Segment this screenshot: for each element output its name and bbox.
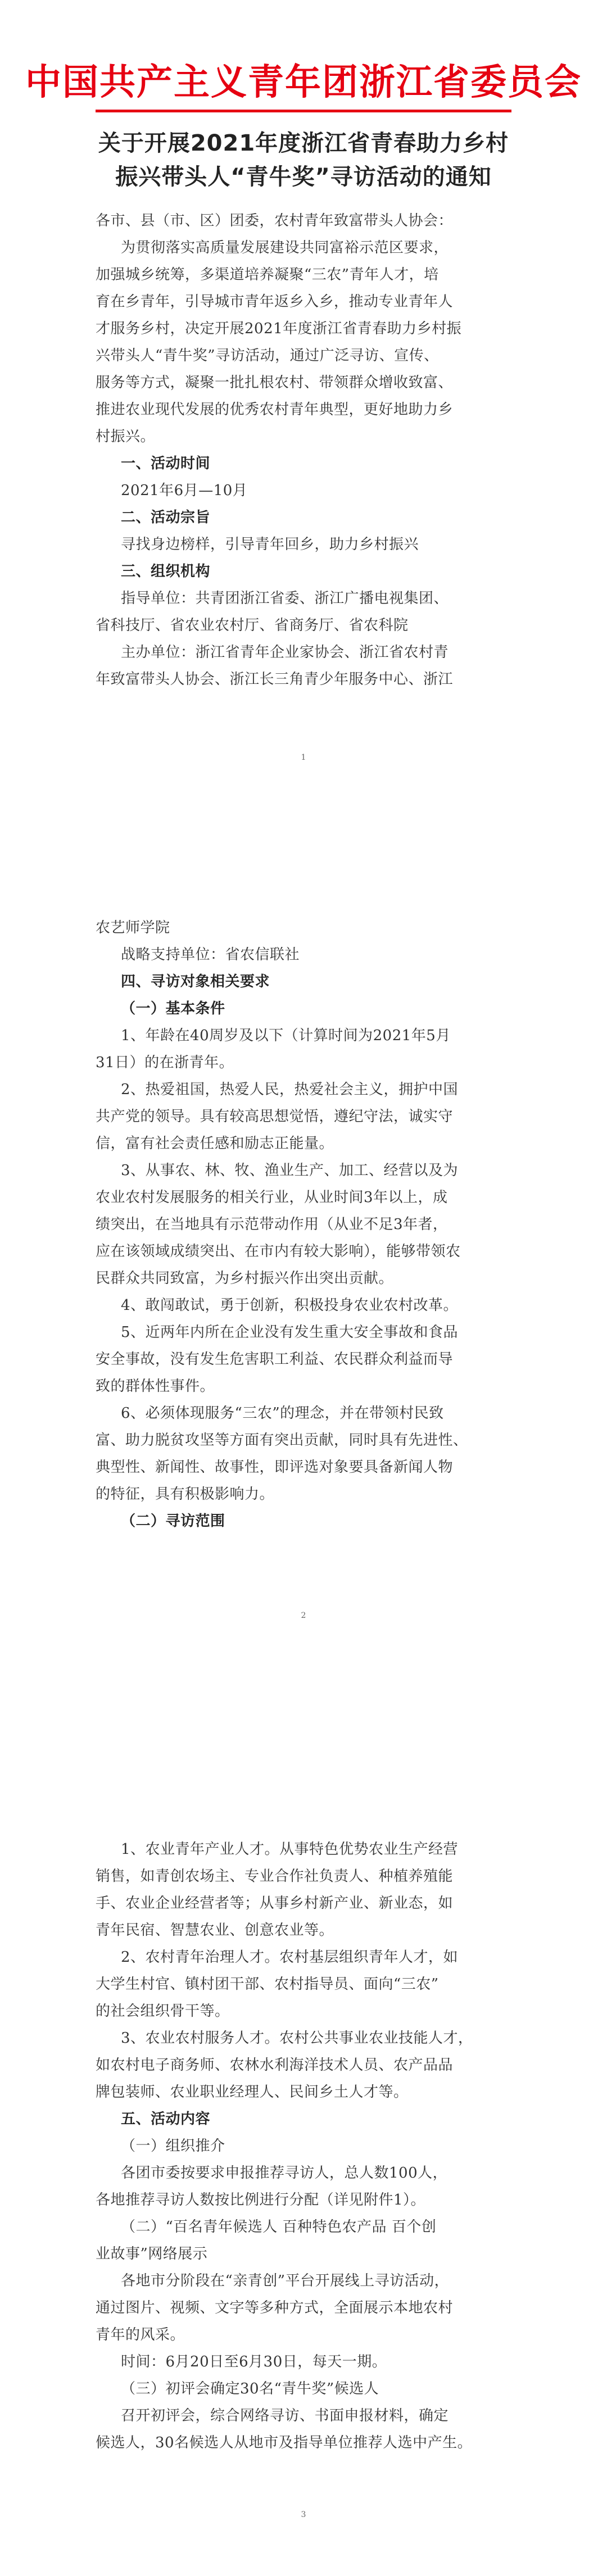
red-header-rule (96, 110, 511, 112)
page-number: 3 (301, 2510, 306, 2519)
body-text: 青年的风采。 (96, 2326, 185, 2343)
document-title-line-1: 关于开展2021年度浙江省青春助力乡村 (98, 130, 509, 156)
body-text: 牌包装师、农业职业经理人、民间乡土人才等。 (96, 2084, 409, 2101)
body-text: 典型性、新闻性、故事性，即评选对象要具备新闻人物 (96, 1459, 454, 1476)
body-text: 农艺师学院 (96, 919, 170, 936)
body-text: 主办单位：浙江省青年企业家协会、浙江省农村青 (121, 644, 449, 661)
document-title-line-2: 振兴带头人“青牛奖”寻访活动的通知 (115, 164, 492, 190)
body-text: 村振兴。 (96, 428, 156, 445)
body-text: 寻找身边榜样，引导青年回乡，助力乡村振兴 (121, 536, 419, 553)
body-text: 候选人，30名候选人从地市及指导单位推荐人选中产生。 (96, 2434, 473, 2451)
subsection-heading: （一）组织推介 (121, 2138, 225, 2155)
body-text: 兴带头人“青牛奖”寻访活动，通过广泛寻访、宣传、 (96, 347, 439, 364)
body-text: 的社会组织骨干等。 (96, 2003, 230, 2020)
body-text: 各团市委按要求申报推荐寻访人，总人数100人， (121, 2165, 448, 2182)
body-text: 3、从事农、林、牧、渔业生产、加工、经营以及为 (121, 1162, 459, 1179)
section-heading: 四、寻访对象相关要求 (121, 973, 270, 990)
document-page-1 (0, 0, 607, 860)
body-text: 4、敢闯敢试，勇于创新，积极投身农业农村改革。 (121, 1297, 459, 1314)
body-text: 6、必须体现服务“三农”的理念，并在带领村民致 (121, 1405, 444, 1422)
body-text: 安全事故，没有发生危害职工利益、农民群众利益而导 (96, 1351, 454, 1368)
body-text: 青年民宿、智慧农业、创意农业等。 (96, 1922, 334, 1939)
body-text: 共产党的领导。具有较高思想觉悟，遵纪守法，诚实守 (96, 1108, 454, 1125)
page-number: 2 (301, 1611, 306, 1620)
section-heading: 五、活动内容 (121, 2111, 211, 2128)
body-text: 3、农业农村服务人才。农村公共事业农业技能人才， (121, 2030, 473, 2047)
body-text: 才服务乡村，决定开展2021年度浙江省青春助力乡村振 (96, 320, 462, 337)
body-text: 育在乡青年，引导城市青年返乡入乡，推动专业青年人 (96, 293, 454, 310)
body-text: 年致富带头人协会、浙江长三角青少年服务中心、浙江 (96, 671, 454, 688)
body-text: 如农村电子商务师、农林水利海洋技术人员、农产品品 (96, 2057, 454, 2074)
body-text: 手、农业企业经营者等；从事乡村新产业、新业态，如 (96, 1895, 454, 1912)
body-text: 加强城乡统筹，多渠道培养凝聚“三农”青年人才，培 (96, 266, 439, 283)
body-text: 的特征，具有积极影响力。 (96, 1486, 275, 1503)
section-heading: 一、活动时间 (121, 455, 211, 472)
issuing-organization-title: 中国共产主义青年团浙江省委员会 (25, 62, 582, 103)
body-text: 各地推荐寻访人数按比例进行分配（详见附件1）。 (96, 2192, 426, 2208)
body-text: 富、助力脱贫攻坚等方面有突出贡献，同时具有先进性、 (96, 1432, 468, 1449)
document-page-3 (0, 1720, 607, 2576)
body-text: 31日）的在浙青年。 (96, 1054, 234, 1071)
document-page-2 (0, 860, 607, 1720)
body-text: 指导单位：共青团浙江省委、浙江广播电视集团、 (121, 590, 449, 607)
body-text: 召开初评会，综合网络寻访、书面申报材料，确定 (121, 2407, 449, 2424)
body-text: 服务等方式，凝聚一批扎根农村、带领群众增收致富、 (96, 374, 454, 391)
body-text: 应在该领域成绩突出、在市内有较大影响），能够带领农 (96, 1243, 461, 1260)
subsection-heading: （三）初评会确定30名“青牛奖”候选人 (121, 2380, 379, 2397)
section-heading: 二、活动宗旨 (121, 509, 211, 526)
body-text: 5、近两年内所在企业没有发生重大安全事故和食品 (121, 1324, 459, 1341)
body-text: 销售，如青创农场主、专业合作社负责人、种植养殖能 (96, 1868, 454, 1885)
subsection-heading: （一）基本条件 (121, 1000, 225, 1017)
body-text: 时间：6月20日至6月30日，每天一期。 (121, 2353, 387, 2370)
body-text: 农业农村发展服务的相关行业，从业时间3年以上，成 (96, 1189, 448, 1206)
body-text: 各地市分阶段在“亲青创”平台开展线上寻访活动， (121, 2273, 450, 2289)
body-text: 战略支持单位：省农信联社 (121, 946, 300, 963)
body-text: 信，富有社会责任感和励志正能量。 (96, 1135, 334, 1152)
subsection-heading: （二）寻访范围 (121, 1513, 225, 1530)
body-text: 2021年6月—10月 (121, 482, 248, 499)
body-text: 2、农村青年治理人才。农村基层组织青年人才，如 (121, 1949, 459, 1966)
body-text: 大学生村官、镇村团干部、农村指导员、面向“三农” (96, 1976, 439, 1993)
salutation: 各市、县（市、区）团委，农村青年致富带头人协会： (96, 212, 454, 229)
body-text: 通过图片、视频、文字等多种方式，全面展示本地农村 (96, 2300, 454, 2316)
body-text: 省科技厅、省农业农村厅、省商务厅、省农科院 (96, 617, 409, 634)
body-text: 为贯彻落实高质量发展建设共同富裕示范区要求， (121, 239, 449, 256)
subsection-heading: （二）“百名青年候选人 百种特色农产品 百个创 (121, 2219, 437, 2235)
body-text: 1、农业青年产业人才。从事特色优势农业生产经营 (121, 1841, 459, 1858)
body-text: 推进农业现代发展的优秀农村青年典型，更好地助力乡 (96, 401, 454, 418)
page-number: 1 (301, 753, 306, 762)
section-heading: 三、组织机构 (121, 563, 211, 580)
body-text: 民群众共同致富，为乡村振兴作出突出贡献。 (96, 1270, 394, 1287)
body-text: 2、热爱祖国，热爱人民，热爱社会主义，拥护中国 (121, 1081, 459, 1098)
body-text: 绩突出，在当地具有示范带动作用（从业不足3年者， (96, 1216, 448, 1233)
body-text: 1、年龄在40周岁及以下（计算时间为2021年5月 (121, 1027, 451, 1044)
body-text: 致的群体性事件。 (96, 1378, 215, 1395)
subsection-heading: 业故事”网络展示 (96, 2246, 208, 2262)
